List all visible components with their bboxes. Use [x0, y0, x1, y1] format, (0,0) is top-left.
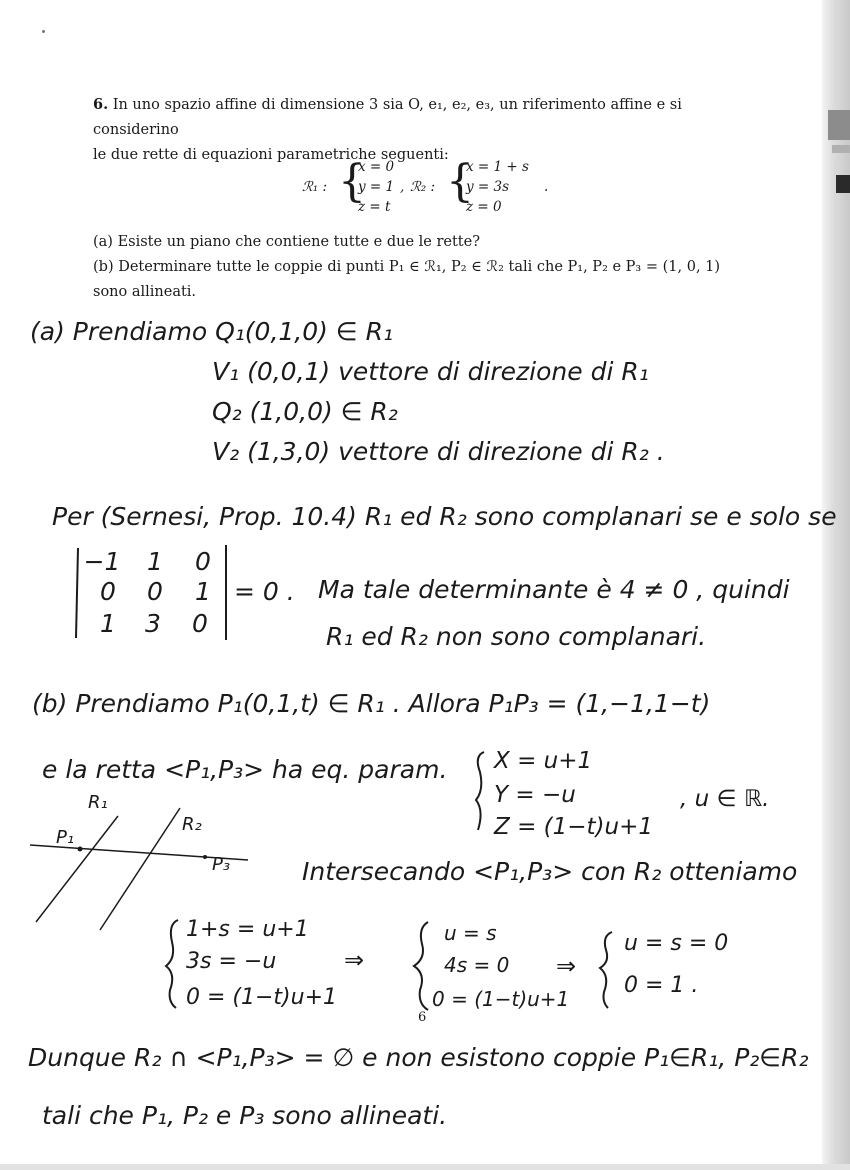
statement-text-1: In uno spazio affine di dimensione 3 sia O, e₁, e₂, e₃, un riferimento affine e si considerino — [93, 97, 682, 138]
sketch-line-r2 — [100, 808, 180, 930]
det-entry: 1 — [147, 547, 163, 576]
sys1-eq: 0 = (1−t)u+1 — [186, 985, 338, 1010]
sketch-line-r1 — [36, 816, 118, 922]
part-b-line-1: (b) Determinare tutte le coppie di punti P₁ ∈ ℛ₁, P₂ ∈ ℛ₂ tali che P₁, P₂ e P₃ = (1, 0, 1) — [93, 259, 721, 275]
sketch-label: R₁ — [88, 792, 108, 813]
statement-line-2: le due rette di equazioni parametriche seguenti: — [93, 147, 449, 163]
sketch-label: P₃ — [212, 854, 231, 875]
sys1-brace — [166, 920, 178, 1008]
system-separator: , — [400, 179, 405, 195]
param-domain: , u ∈ ℝ. — [680, 786, 770, 812]
r2-name: ℛ₂ : — [410, 179, 436, 195]
sketch-label: P₁ — [56, 827, 75, 848]
param-brace — [476, 752, 484, 830]
param-eq: X = u+1 — [494, 748, 593, 774]
sketch-label: R₂ — [182, 814, 202, 835]
sys2-eq: 4s = 0 — [444, 953, 510, 977]
r1-eq: y = 1 — [358, 179, 395, 195]
sol-a-q2: Q₂ (1,0,0) ∈ R₂ — [212, 397, 398, 426]
sys2-eq: 0 = (1−t)u+1 — [432, 987, 570, 1011]
det-result: Ma tale determinante è 4 ≠ 0 , quindi — [318, 575, 790, 604]
page-number: 6 — [418, 1010, 427, 1025]
r1-name: ℛ₁ : — [302, 179, 328, 195]
point-p3 — [203, 855, 207, 859]
param-eq: Z = (1−t)u+1 — [494, 814, 654, 840]
r2-eq: x = 1 + s — [466, 159, 529, 175]
sol-b-line: e la retta <P₁,P₃> ha eq. param. — [42, 755, 448, 784]
det-entry: 0 — [192, 609, 208, 638]
system-end: . — [544, 179, 549, 195]
implies-arrow: ⇒ — [556, 952, 577, 980]
system-2 — [414, 921, 569, 1011]
det-entry: 0 — [195, 547, 211, 576]
sol-a-per: Per (Sernesi, Prop. 10.4) R₁ ed R₂ sono complanari se e solo se — [52, 502, 837, 531]
det-bar-left — [76, 548, 78, 638]
sys1-eq: 3s = −u — [186, 949, 277, 974]
sys2-brace — [414, 922, 428, 1010]
sol-b-intersect: Intersecando <P₁,P₃> con R₂ otteniamo — [302, 857, 798, 886]
det-entry: 3 — [145, 609, 161, 638]
sys3-eq: u = s = 0 — [624, 931, 729, 956]
system-3 — [600, 931, 728, 1008]
param-system — [476, 748, 769, 840]
determinant — [76, 545, 226, 640]
r2-eq: z = 0 — [466, 199, 502, 215]
sol-a-v2: V₂ (1,3,0) vettore di direzione di R₂ . — [212, 437, 665, 466]
r1-brace: { — [338, 156, 366, 207]
sol-a-intro: (a) Prendiamo Q₁(0,1,0) ∈ R₁ — [30, 317, 393, 346]
sol-a-conclusion: R₁ ed R₂ non sono complanari. — [326, 622, 707, 651]
point-p1 — [78, 847, 83, 852]
sys3-brace — [600, 932, 612, 1008]
sys1-eq: 1+s = u+1 — [186, 917, 309, 942]
part-a: (a) Esiste un piano che contiene tutte e due le rette? — [93, 234, 480, 250]
sys3-eq: 0 = 1 . — [624, 973, 699, 998]
r2-eq: y = 3s — [466, 179, 510, 195]
param-eq: Y = −u — [494, 782, 576, 808]
r2-brace: { — [446, 156, 474, 207]
conclusion-line-2: tali che P₁, P₂ e P₃ sono allineati. — [42, 1101, 448, 1130]
det-entry: 1 — [100, 609, 116, 638]
det-entry: −1 — [83, 547, 121, 576]
conclusion-line-1: Dunque R₂ ∩ <P₁,P₃> = ∅ e non esistono coppie P₁∈R₁, P₂∈R₂ — [28, 1043, 809, 1072]
problem-number: 6. — [93, 96, 109, 113]
sol-b-intro: (b) Prendiamo P₁(0,1,t) ∈ R₁ . Allora P₁P₃ = (1,−1,1−t) — [32, 689, 711, 718]
det-equation: = 0 . — [234, 577, 295, 606]
r1-eq: x = 0 — [358, 159, 395, 175]
r1-eq: z = t — [358, 199, 391, 215]
sys2-eq: u = s — [444, 921, 497, 945]
sol-a-v1: V₁ (0,0,1) vettore di direzione di R₁ — [212, 357, 649, 386]
system-1 — [166, 917, 337, 1010]
det-entry: 0 — [100, 577, 116, 606]
part-b-line-2: sono allineati. — [93, 284, 197, 300]
implies-arrow: ⇒ — [344, 946, 365, 974]
det-entry: 0 — [147, 577, 163, 606]
det-entry: 1 — [195, 577, 211, 606]
